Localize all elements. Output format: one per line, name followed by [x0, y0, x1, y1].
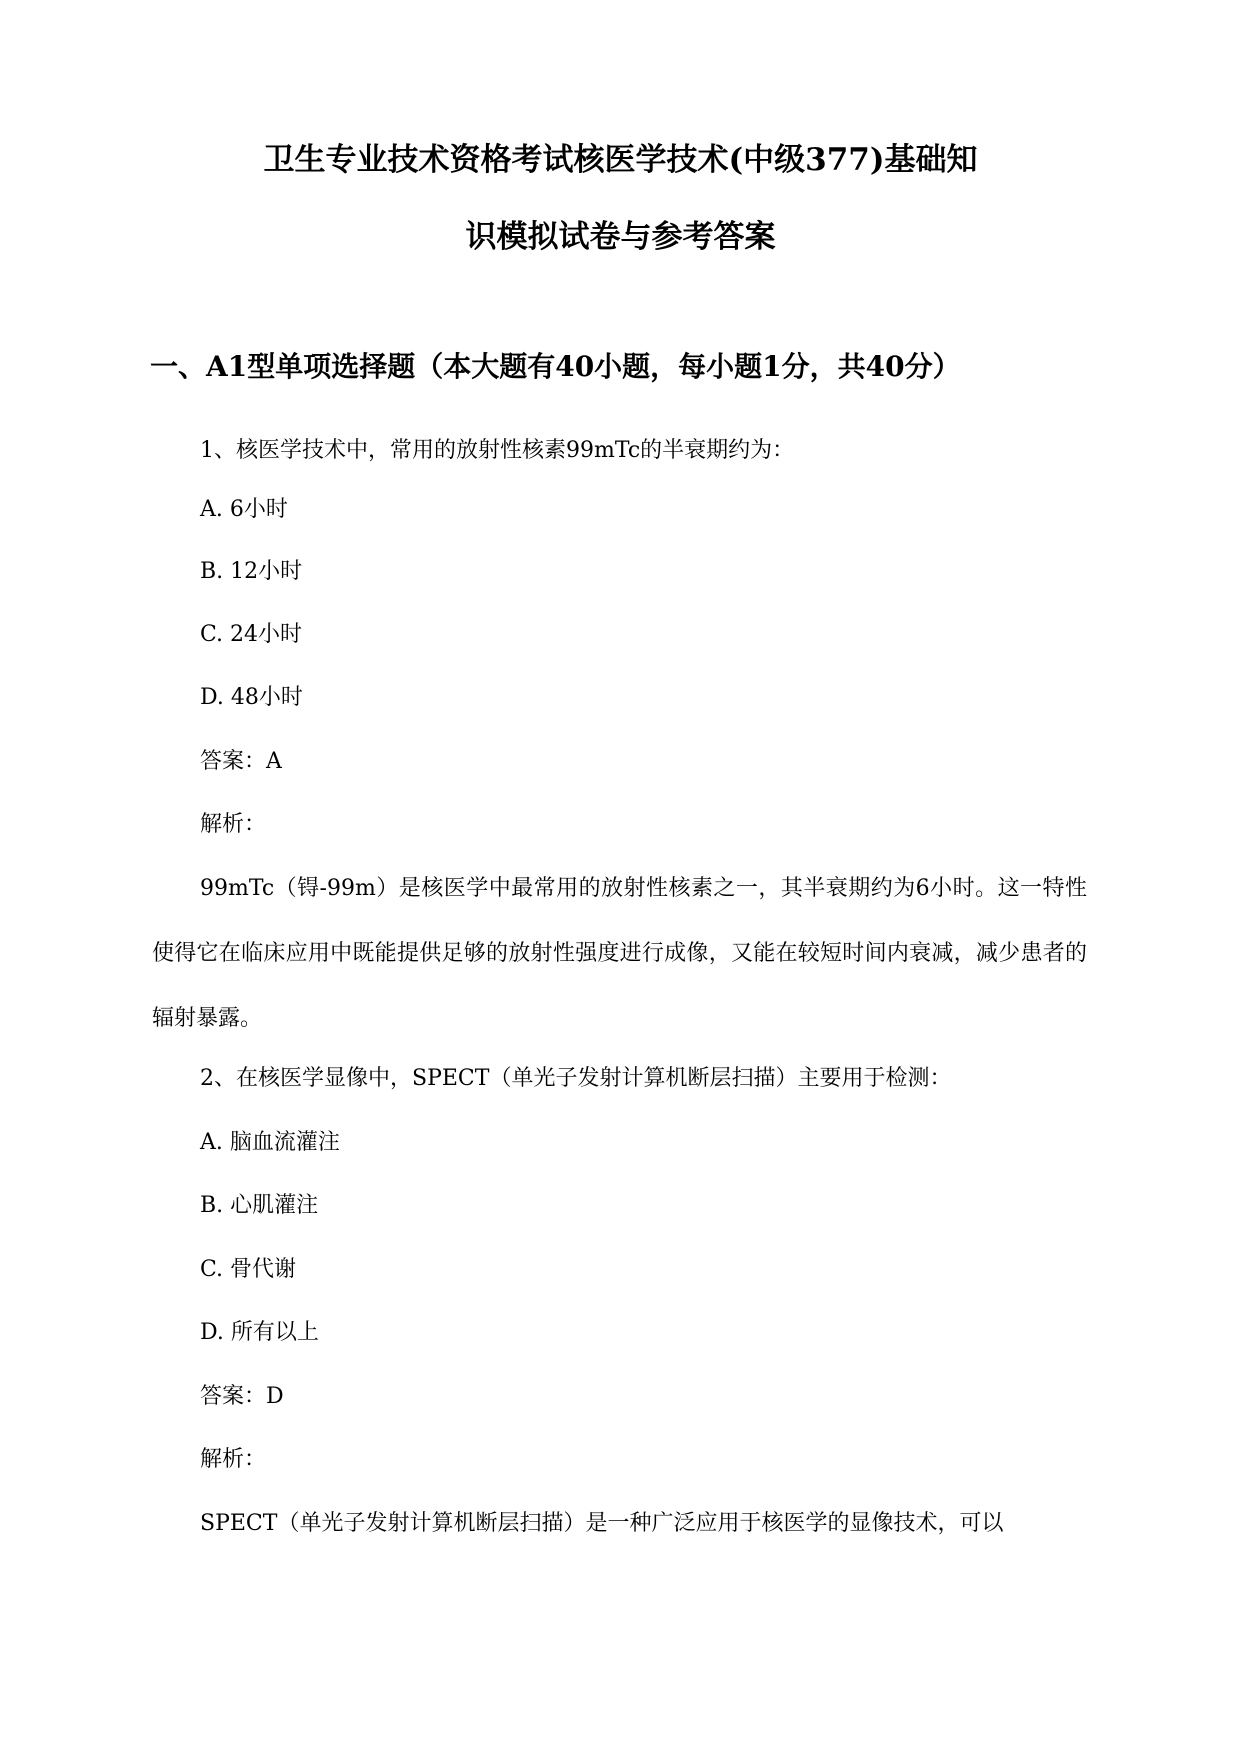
option-a: A. 6小时	[200, 497, 288, 522]
option-d: D. 48小时	[200, 685, 303, 710]
option-c: C. 骨代谢	[200, 1257, 297, 1282]
document-title-line-2: 识模拟试卷与参考答案	[465, 219, 776, 255]
answer: 答案：A	[200, 749, 282, 774]
question-stem: 2、在核医学显像中，SPECT（单光子发射计算机断层扫描）主要用于检测：	[200, 1066, 952, 1091]
analysis-label: 解析：	[200, 812, 267, 837]
analysis-text: SPECT（单光子发射计算机断层扫描）是一种广泛应用于核医学的显像技术，可以	[200, 1511, 1004, 1536]
option-b: B. 心肌灌注	[200, 1193, 319, 1218]
question-stem: 1、核医学技术中，常用的放射性核素99mTc的半衰期约为：	[200, 438, 795, 463]
answer: 答案：D	[200, 1384, 284, 1409]
section-heading: 一、A1型单项选择题（本大题有40小题，每小题1分，共40分）	[150, 350, 961, 383]
analysis-label: 解析：	[200, 1447, 267, 1472]
analysis-text: 99mTc（锝-99m）是核医学中最常用的放射性核素之一，其半衰期约为6小时。这一特性使得它在临床应用中既能提供足够的放射性强度进行成像，又能在较短时间内衰减，减少患者的辐射暴露。	[152, 876, 1087, 1031]
option-c: C. 24小时	[200, 622, 303, 647]
option-b: B. 12小时	[200, 559, 303, 584]
document-title-line-1: 卫生专业技术资格考试核医学技术(中级377)基础知	[263, 142, 978, 178]
option-a: A. 脑血流灌注	[200, 1130, 340, 1155]
option-d: D. 所有以上	[200, 1320, 319, 1345]
